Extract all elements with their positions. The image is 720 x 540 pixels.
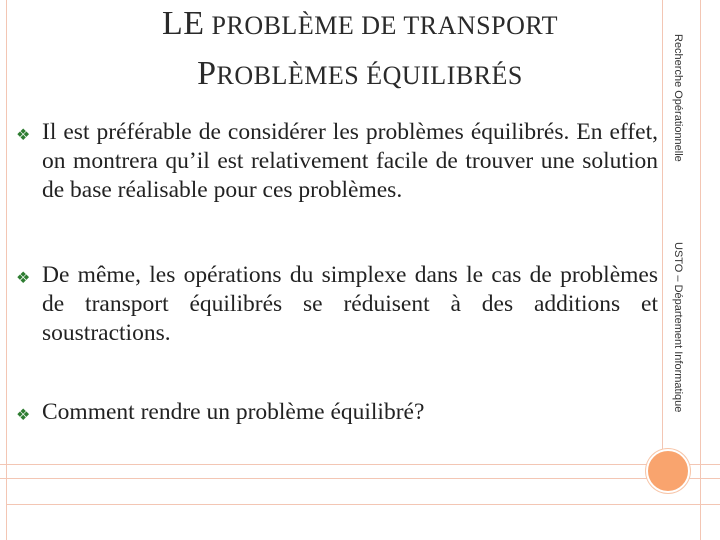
diamond-bullet-icon: ❖: [16, 270, 31, 287]
title-line-2-rest: ROBLÈMES ÉQUILIBRÉS: [216, 61, 523, 90]
bullet-item: [16, 261, 658, 348]
bullet-item: [16, 398, 658, 427]
bullet-list: [16, 118, 658, 427]
sidebar-course-name: Recherche Opérationnelle: [672, 34, 684, 162]
bullet-text: Il est préférable de considérer les problèmes équilibrés. En effet, on montrera qu’il est relativement facile de trouver une solution de base réalisable pour ces problèmes.: [42, 119, 658, 203]
frame-line-right: [700, 0, 701, 540]
bullet-text: De même, les opérations du simplexe dans le cas de problèmes de transport équilibrés se réduisent à des additions et soustractions.: [42, 262, 658, 346]
title-line-1: [70, 4, 650, 46]
bullet-text: Comment rendre un problème équilibré?: [42, 399, 425, 425]
title-line-1-cap: LE: [161, 5, 205, 42]
decorative-circle: [646, 449, 690, 493]
sidebar-department: USTO – Département Informatique: [672, 242, 684, 413]
frame-line-left: [6, 0, 7, 540]
frame-line-right-inner: [662, 0, 663, 465]
title-line-2: [70, 54, 650, 96]
frame-line-bottom: [6, 504, 720, 505]
slide-title: [70, 4, 650, 96]
diamond-bullet-icon: ❖: [16, 407, 31, 424]
title-line-2-cap: P: [197, 55, 217, 92]
title-line-1-rest: PROBLÈME DE TRANSPORT: [204, 11, 559, 40]
frame-line-bottom: [0, 478, 720, 479]
diamond-bullet-icon: ❖: [16, 127, 31, 144]
bullet-item: [16, 118, 658, 205]
frame-line-bottom: [0, 464, 720, 465]
